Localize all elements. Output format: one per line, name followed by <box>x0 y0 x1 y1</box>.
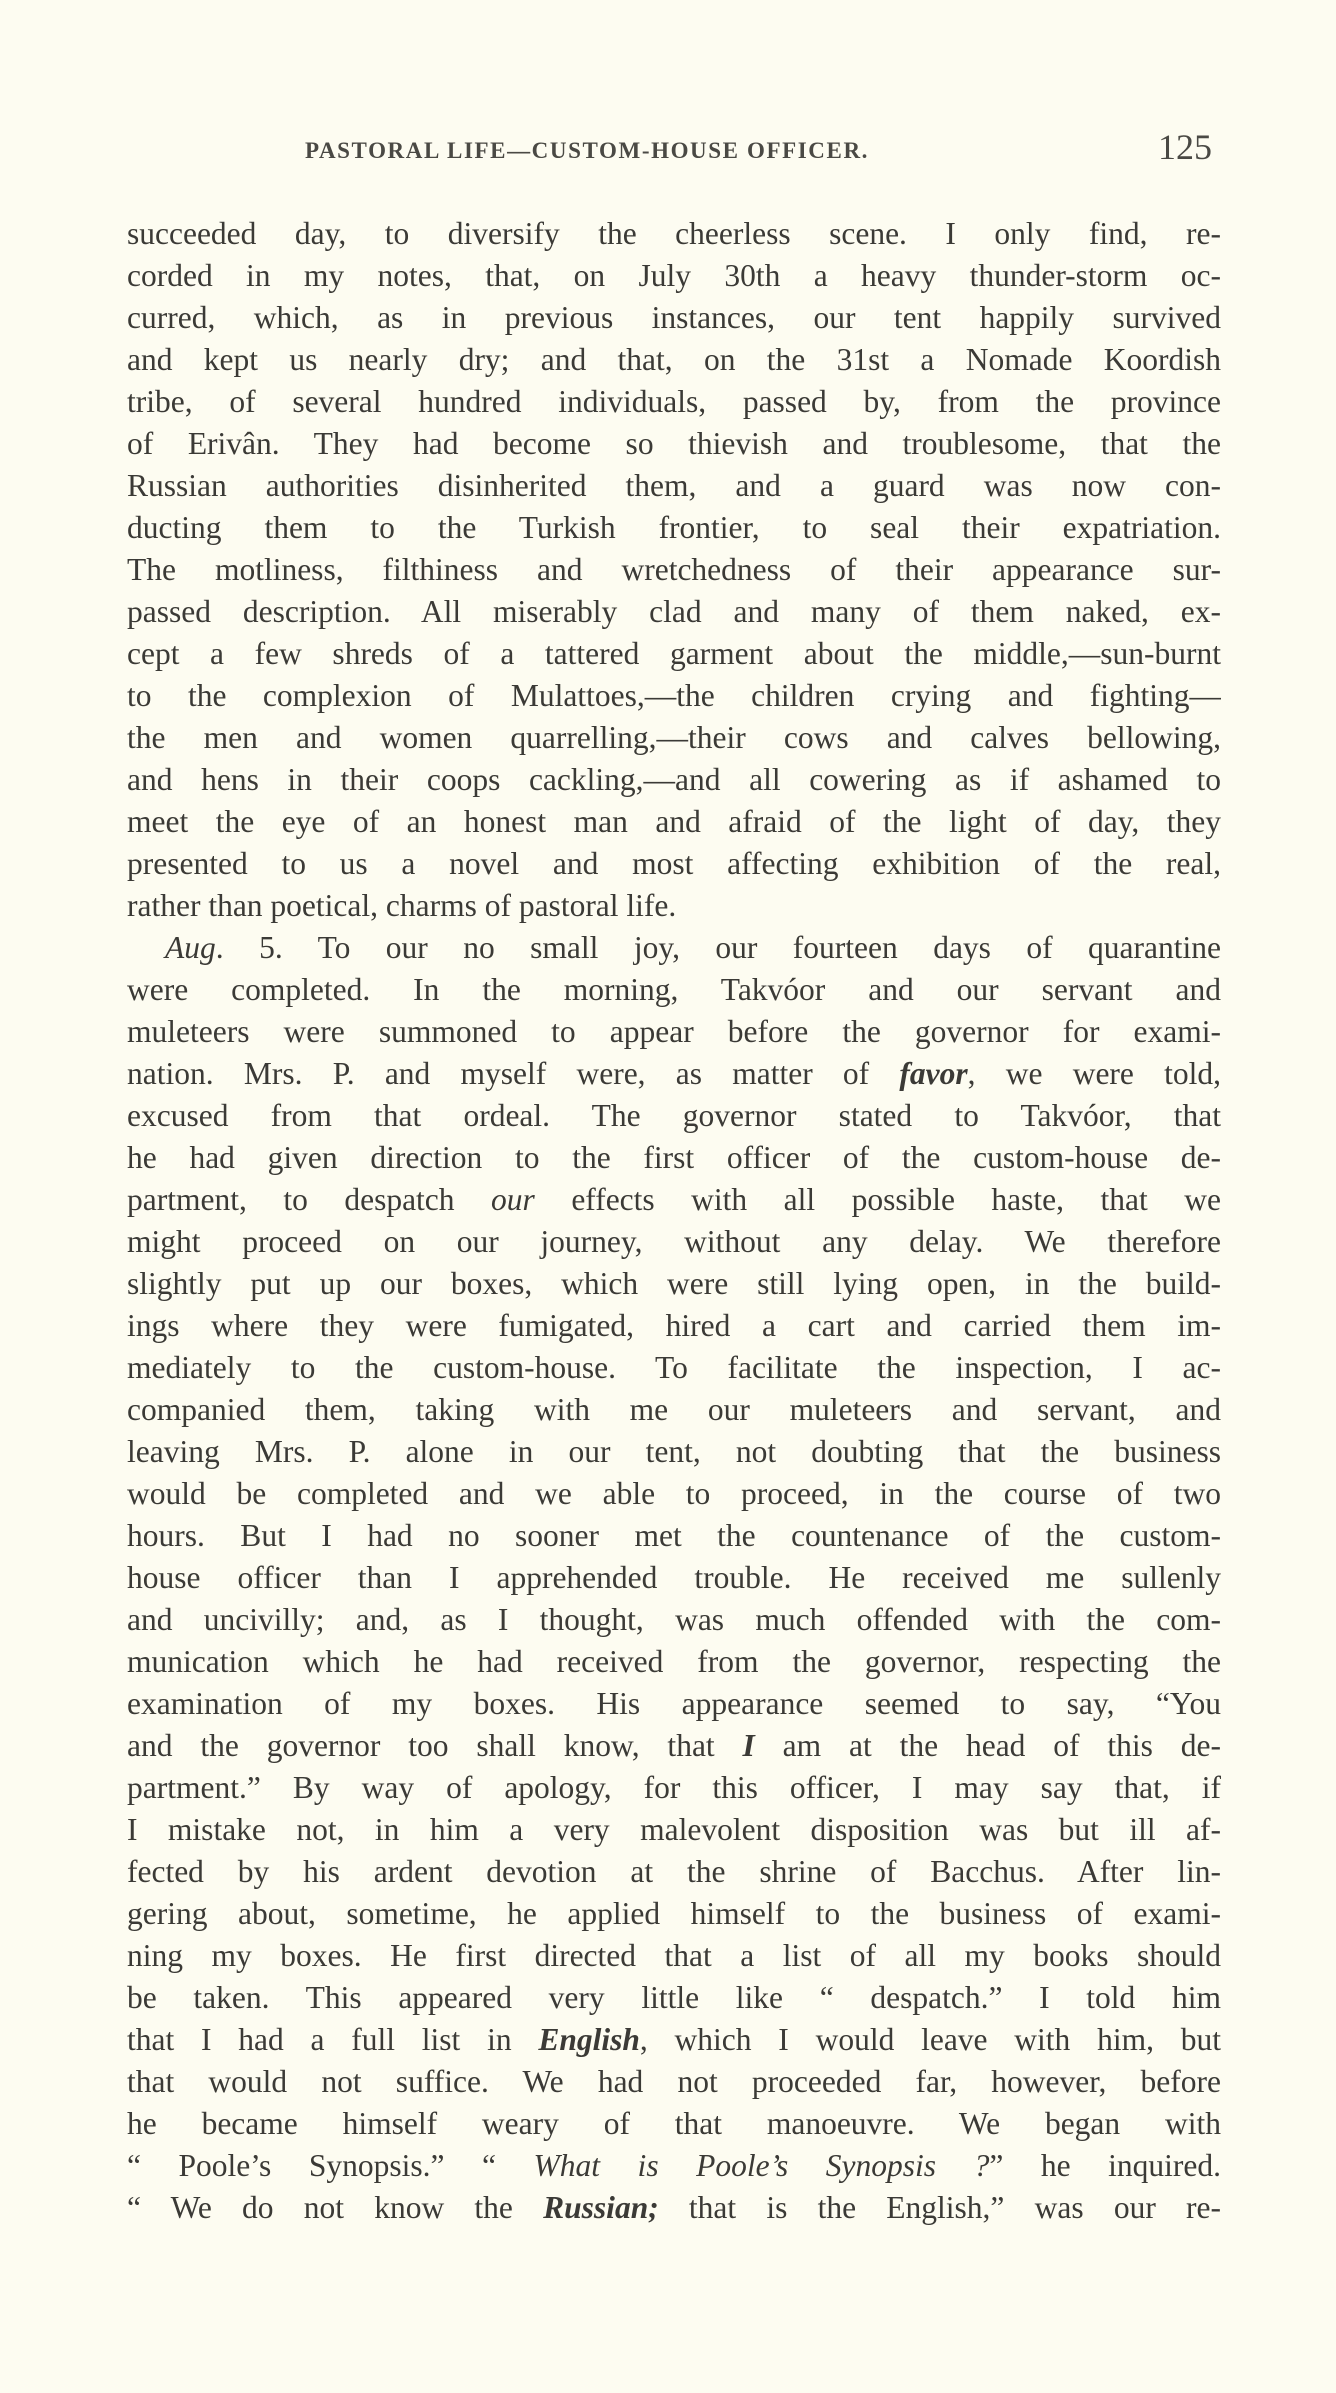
text-run: presented to us a novel and most affecting exhibition of the real, <box>127 846 1221 881</box>
text-run: and kept us nearly dry; and that, on the 31st a Nomade Koordish <box>127 342 1221 377</box>
text-line <box>127 969 1221 1011</box>
text-line <box>127 717 1221 759</box>
text-run: passed description. All miserably clad and many of them naked, ex- <box>127 594 1221 629</box>
text-run: to the complexion of Mulattoes,—the children crying and fighting— <box>127 678 1221 713</box>
text-line <box>127 2187 1221 2229</box>
text-line <box>127 213 1221 255</box>
text-line <box>127 2019 1221 2061</box>
text-run: and uncivilly; and, as I thought, was much offended with the com- <box>127 1602 1221 1637</box>
text-run: slightly put up our boxes, which were still lying open, in the build- <box>127 1266 1221 1301</box>
text-run: ducting them to the Turkish frontier, to seal their expatriation. <box>127 510 1221 545</box>
text-run: corded in my notes, that, on July 30th a heavy thunder-storm oc- <box>127 258 1221 293</box>
emphasized-text: our <box>491 1182 535 1217</box>
text-line <box>127 423 1221 465</box>
text-line <box>127 381 1221 423</box>
text-line <box>127 1935 1221 1977</box>
text-line <box>127 1809 1221 1851</box>
text-line <box>127 1515 1221 1557</box>
text-line <box>127 2103 1221 2145</box>
text-run: and hens in their coops cackling,—and all cowering as if ashamed to <box>127 762 1221 797</box>
emphasized-text: favor <box>899 1056 968 1091</box>
text-line <box>127 339 1221 381</box>
text-line <box>127 675 1221 717</box>
text-line <box>127 1851 1221 1893</box>
text-run: rather than poetical, charms of pastoral life. <box>127 888 677 923</box>
text-line <box>127 1725 1221 1767</box>
text-run: might proceed on our journey, without any delay. We therefore <box>127 1224 1221 1259</box>
text-run: The motliness, filthiness and wretchedness of their appearance sur- <box>127 552 1221 587</box>
text-line <box>127 1641 1221 1683</box>
text-line <box>127 1263 1221 1305</box>
text-line <box>127 1305 1221 1347</box>
text-run: examination of my boxes. His appearance seemed to say, “You <box>127 1686 1221 1721</box>
text-run: munication which he had received from the governor, respecting the <box>127 1644 1221 1679</box>
text-line <box>127 1599 1221 1641</box>
text-run: effects with all possible haste, that we <box>534 1182 1221 1217</box>
text-run: . 5. To our no small joy, our fourteen days of quarantine <box>215 930 1221 965</box>
text-line <box>127 1347 1221 1389</box>
text-line <box>127 1179 1221 1221</box>
text-run: am at the head of this de- <box>754 1728 1221 1763</box>
text-line <box>127 1557 1221 1599</box>
text-line <box>127 465 1221 507</box>
text-run: ning my boxes. He first directed that a list of all my books should <box>127 1938 1221 1973</box>
text-run: leaving Mrs. P. alone in our tent, not doubting that the business <box>127 1434 1221 1469</box>
text-line <box>127 1053 1221 1095</box>
text-run: muleteers were summoned to appear before the governor for exami- <box>127 1014 1221 1049</box>
text-line <box>127 1137 1221 1179</box>
emphasized-text: What is Poole’s Synopsis ? <box>533 2148 990 2183</box>
text-run: I mistake not, in him a very malevolent disposition was but ill af- <box>127 1812 1221 1847</box>
text-run: meet the eye of an honest man and afraid of the light of day, they <box>127 804 1221 839</box>
text-run: succeeded day, to diversify the cheerless scene. I only find, re- <box>127 216 1221 251</box>
text-run: partment, to despatch <box>127 1182 492 1217</box>
emphasized-text: Russian; <box>543 2190 659 2225</box>
text-run: that would not suffice. We had not proceeded far, however, before <box>127 2064 1221 2099</box>
text-line <box>127 843 1221 885</box>
text-run: fected by his ardent devotion at the shrine of Bacchus. After lin- <box>127 1854 1221 1889</box>
text-run: were completed. In the morning, Takvóor and our servant and <box>127 972 1221 1007</box>
text-run: hours. But I had no sooner met the countenance of the custom- <box>127 1518 1221 1553</box>
text-run: he had given direction to the first officer of the custom-house de- <box>127 1140 1221 1175</box>
text-line <box>127 1977 1221 2019</box>
text-run: tribe, of several hundred individuals, passed by, from the province <box>127 384 1221 419</box>
text-line <box>127 759 1221 801</box>
text-run: ” he inquired. <box>989 2148 1221 2183</box>
text-run: companied them, taking with me our muleteers and servant, and <box>127 1392 1221 1427</box>
text-line <box>127 1221 1221 1263</box>
text-run: “ We do not know the <box>127 2190 544 2225</box>
text-run: , we were told, <box>967 1056 1221 1091</box>
text-line <box>127 2145 1221 2187</box>
text-line <box>127 297 1221 339</box>
text-run: gering about, sometime, he applied himself to the business of exami- <box>127 1896 1221 1931</box>
text-line <box>127 549 1221 591</box>
text-run: , which I would leave with him, but <box>639 2022 1221 2057</box>
text-run: excused from that ordeal. The governor stated to Takvóor, that <box>127 1098 1221 1133</box>
text-run: and the governor too shall know, that <box>127 1728 743 1763</box>
text-line <box>127 1095 1221 1137</box>
text-run: he became himself weary of that manoeuvre. We began with <box>127 2106 1221 2141</box>
text-run: the men and women quarrelling,—their cows and calves bellowing, <box>127 720 1221 755</box>
text-line <box>127 507 1221 549</box>
text-line <box>127 1473 1221 1515</box>
text-line <box>127 2061 1221 2103</box>
text-run: cept a few shreds of a tattered garment about the middle,—sun-burnt <box>127 636 1221 671</box>
page-number: 125 <box>1158 127 1212 167</box>
text-line <box>127 801 1221 843</box>
emphasized-text: Aug <box>165 930 216 965</box>
text-line <box>127 1431 1221 1473</box>
emphasized-text: I <box>742 1728 755 1763</box>
text-run: partment.” By way of apology, for this officer, I may say that, if <box>127 1770 1221 1805</box>
text-run: of Erivân. They had become so thievish and troublesome, that the <box>127 426 1221 461</box>
emphasized-text: English <box>538 2022 640 2057</box>
text-run: house officer than I apprehended trouble. He received me sullenly <box>127 1560 1221 1595</box>
running-head: PASTORAL LIFE—CUSTOM-HOUSE OFFICER. <box>305 138 869 163</box>
text-run: mediately to the custom-house. To facilitate the inspection, I ac- <box>127 1350 1221 1385</box>
text-run: would be completed and we able to proceed, in the course of two <box>127 1476 1221 1511</box>
text-line <box>127 885 1221 927</box>
text-line <box>127 927 1221 969</box>
text-run: be taken. This appeared very little like “ despatch.” I told him <box>127 1980 1221 2015</box>
text-line <box>127 1683 1221 1725</box>
text-run: that I had a full list in <box>127 2022 539 2057</box>
text-line <box>127 255 1221 297</box>
text-run: nation. Mrs. P. and myself were, as matter of <box>127 1056 900 1091</box>
text-line <box>127 1767 1221 1809</box>
text-run: “ Poole’s Synopsis.” “ <box>127 2148 534 2183</box>
text-run: that is the English,” was our re- <box>658 2190 1221 2225</box>
text-line <box>127 1011 1221 1053</box>
text-run: ings where they were fumigated, hired a cart and carried them im- <box>127 1308 1221 1343</box>
text-line <box>127 591 1221 633</box>
text-line <box>127 1389 1221 1431</box>
text-run: Russian authorities disinherited them, and a guard was now con- <box>127 468 1221 503</box>
text-line <box>127 1893 1221 1935</box>
body-text <box>127 213 1221 2229</box>
text-line <box>127 633 1221 675</box>
text-run: curred, which, as in previous instances, our tent happily survived <box>127 300 1221 335</box>
